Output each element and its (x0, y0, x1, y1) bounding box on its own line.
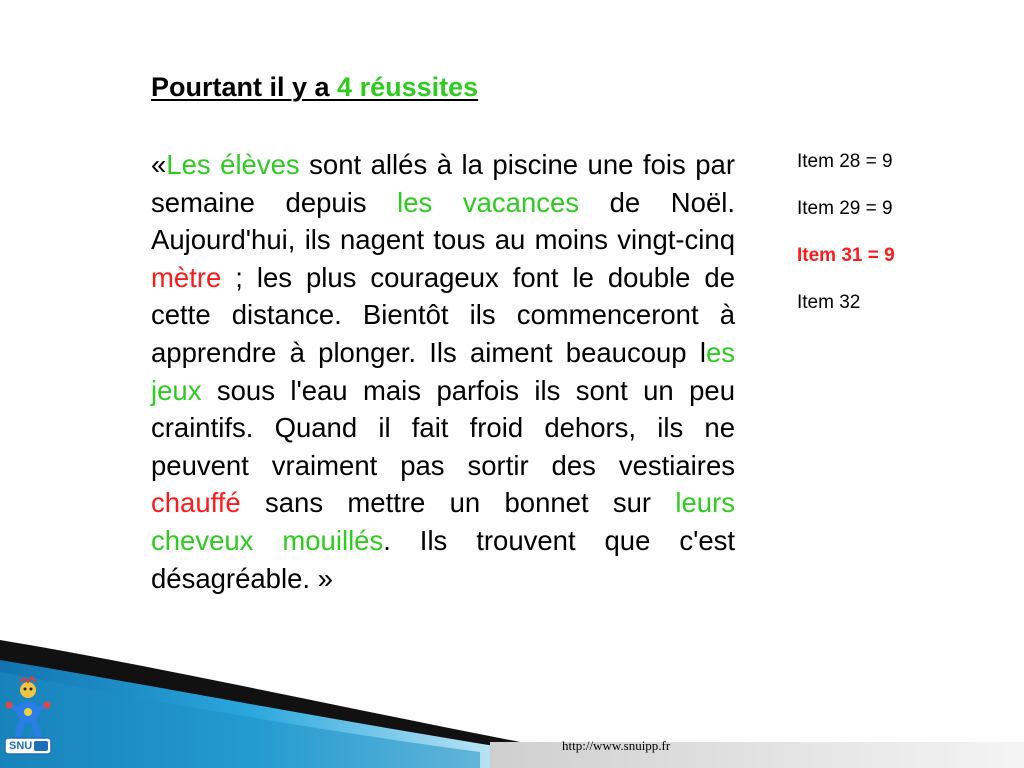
passage-segment: es jeux (151, 336, 735, 406)
item-score: Item 32 (797, 292, 861, 313)
passage-segment: « (151, 149, 167, 180)
title-prefix: Pourtant il y a (151, 72, 338, 102)
passage-segment: Les élèves (166, 149, 300, 180)
item-score: Item 31 = 9 (797, 245, 895, 266)
passage-segment: leurs cheveux mouillés (151, 487, 735, 556)
snu-logo-text: SNU (9, 740, 33, 752)
item-score-list (797, 150, 895, 338)
passage-segment: . Ils trouvent que c'est désagréable. » (151, 524, 736, 594)
reading-passage (151, 146, 735, 597)
passage-segment: sont allés à la piscine une fois par semaine depuis (151, 149, 735, 218)
passage-segment: ; les plus courageux font le double de cette distance. Bientôt ils commenceront à apprendre à plonger. Ils aiment beaucoup l (151, 261, 735, 368)
item-score: Item 28 = 9 (797, 151, 893, 172)
passage-segment: chauffé (151, 487, 241, 519)
passage-segment: de Noël. Aujourd'hui, ils nagent tous au moins vingt-cinq (151, 186, 735, 256)
title-highlight: 4 réussites (337, 72, 479, 102)
passage-segment: sous l'eau mais parfois ils sont un peu craintifs. Quand il fait froid dehors, ils ne peuvent vraiment pas sortir des vestiaires (151, 374, 735, 481)
item-score: Item 29 = 9 (797, 198, 893, 219)
passage-segment: mètre (151, 261, 222, 293)
passage-segment: sans mettre un bonnet sur (240, 487, 676, 519)
snu-logo (4, 676, 56, 758)
slide-title (151, 72, 478, 103)
footer-url[interactable]: http://www.snuipp.fr (562, 738, 671, 753)
passage-segment: les vacances (397, 186, 580, 218)
